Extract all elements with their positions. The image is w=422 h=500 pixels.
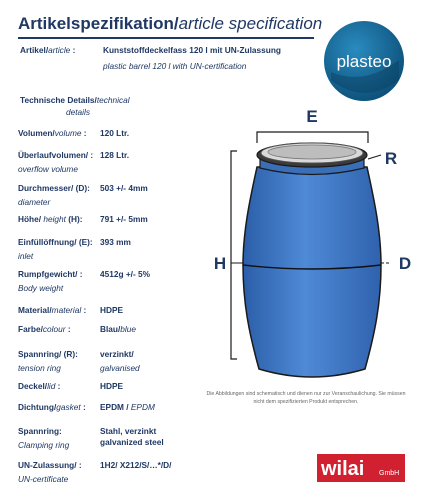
spec-value: 4512g +/- 5% (100, 269, 151, 279)
spec-sublabel: Clamping ring (18, 440, 70, 450)
article-value-en: plastic barrel 120 l with UN-certification (103, 61, 247, 71)
spec-value-2: galvanized steel (100, 437, 164, 447)
spec-value: 791 +/- 5mm (100, 214, 148, 224)
spec-sublabel: tension ring (18, 363, 61, 373)
spec-label: Durchmesser/ (D): (18, 183, 90, 193)
spec-label: Deckel/lid : (18, 381, 61, 391)
spec-label: Höhe/ height (H): (18, 214, 83, 224)
spec-label: Rumpfgewicht/ : (18, 269, 83, 279)
spec-sublabel: Body weight (18, 283, 64, 293)
spec-value: HDPE (100, 305, 124, 315)
plasteo-logo (323, 20, 405, 102)
spec-sublabel: inlet (18, 251, 34, 261)
logo-text: plasteo (336, 52, 392, 71)
spec-label: Farbe/colour : (18, 324, 71, 334)
label-h: H (213, 254, 227, 273)
spec-value: Stahl, verzinkt (100, 426, 157, 436)
spec-sublabel: overflow volume (18, 164, 78, 174)
title-underline (18, 37, 314, 39)
spec-value: Blau/blue (100, 324, 136, 334)
spec-label: Spannring: (18, 426, 62, 436)
title-de: Artikelspezifikation/ (18, 14, 179, 33)
spec-value: 128 Ltr. (100, 150, 130, 160)
barrel-body (243, 167, 381, 377)
spec-label: UN-Zulassung/ : (18, 460, 82, 470)
article-value-de: Kunststoffdeckelfass 120 l mit UN-Zulassung (103, 45, 281, 55)
article-label: Artikel/article : (20, 45, 76, 55)
wilai-suffix: GmbH (379, 470, 400, 477)
spec-label: Einfüllöffnung/ (E): (18, 237, 93, 247)
spec-label: Dichtung/gasket : (18, 402, 86, 412)
spec-value: 120 Ltr. (100, 128, 130, 138)
technical-details-heading: Technische Details/technical (20, 95, 130, 105)
technical-details-heading-2: details (66, 107, 90, 117)
spec-value: 393 mm (100, 237, 131, 247)
page-title (18, 14, 322, 34)
label-d: D (398, 254, 412, 273)
dimension-h (231, 151, 237, 359)
spec-value: verzinkt/ galvanised (100, 349, 140, 373)
disclaimer: Die Abbildungen sind schematisch und dienen nur zur Veranschaulichung. Sie müssen nicht dem spezifizierten Produkt entsprechen. (206, 391, 406, 405)
spec-value: 503 +/- 4mm (100, 183, 148, 193)
dimension-e (257, 132, 368, 143)
spec-label: Spannring/ (R): (18, 349, 78, 359)
barrel-lid (268, 145, 356, 159)
spec-label: Volumen/volume : (18, 128, 87, 138)
spec-value: HDPE (100, 381, 124, 391)
wilai-logo (317, 454, 405, 482)
spec-label: Material/material : (18, 305, 87, 315)
wilai-name: wilai (321, 458, 365, 480)
title-en: article specification (178, 14, 323, 33)
label-r: R (384, 149, 398, 168)
spec-value: EPDM / EPDM (100, 402, 155, 412)
spec-sublabel: diameter (18, 197, 51, 207)
spec-label: Überlaufvolumen/ : (18, 150, 94, 160)
barrel-diagram (205, 103, 420, 388)
spec-sublabel: UN-certificate (18, 474, 69, 484)
label-e: E (306, 107, 318, 126)
spec-value: 1H2/ X212/S/…*/D/ (100, 460, 172, 470)
